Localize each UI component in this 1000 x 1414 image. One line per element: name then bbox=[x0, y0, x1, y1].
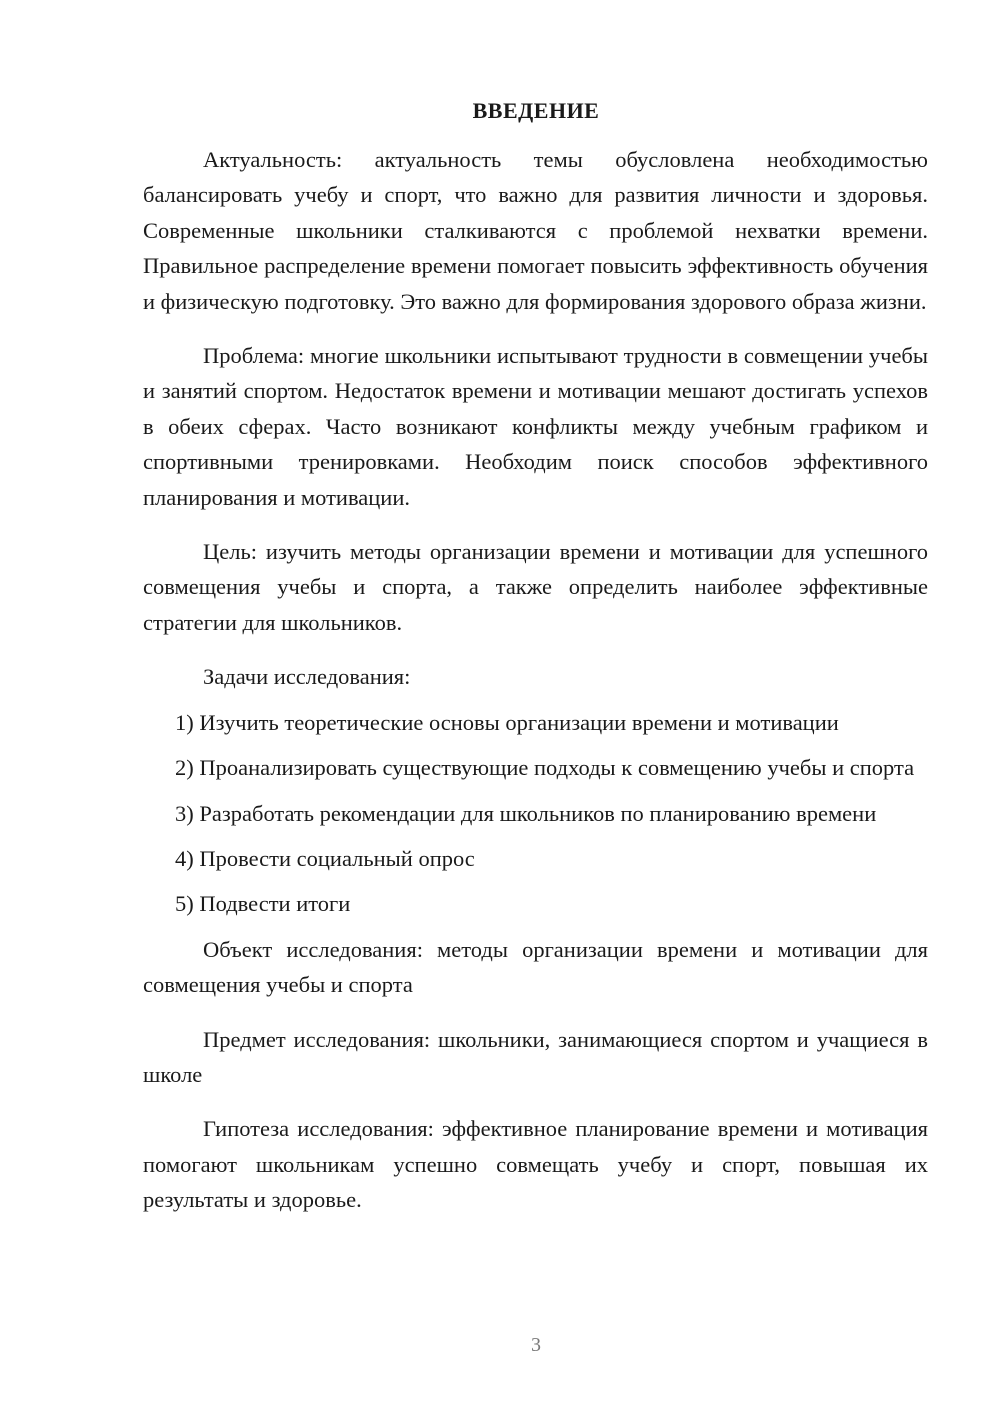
relevance-paragraph: Актуальность: актуальность темы обусловлена необходимостью балансировать учебу и спорт, что важно для развития личности и здоровья. Современные школьники сталкиваются с проблемой нехватки времени. Правильное распределение времени помогает повысить эффективность обучения и физическую подготовку. Это важно для формирования здорового образа жизни. bbox=[143, 147, 928, 314]
object-paragraph: Объект исследования: методы организации времени и мотивации для совмещения учебы и спорта bbox=[143, 936, 928, 998]
hypothesis-paragraph: Гипотеза исследования: эффективное планирование времени и мотивация помогают школьникам успешно совмещать учебу и спорт, повышая их результаты и здоровье. bbox=[143, 1116, 928, 1213]
page-number: 3 bbox=[531, 1334, 541, 1356]
page-title: ВВЕДЕНИЕ bbox=[472, 98, 600, 123]
goal-paragraph: Цель: изучить методы организации времени и мотивации для успешного совмещения учебы и спорта, а также определить наиболее эффективные стратегии для школьников. bbox=[143, 539, 928, 635]
subject-paragraph: Предмет исследования: школьники, занимающиеся спортом и учащиеся в школе bbox=[143, 1026, 928, 1087]
tasks-heading: Задачи исследования: bbox=[203, 664, 411, 690]
task-item-4: 4) Провести социальный опрос bbox=[175, 845, 475, 871]
document-body bbox=[143, 142, 928, 1218]
task-item-2: 2) Проанализировать существующие подходы к совмещению учебы и спорта bbox=[175, 755, 915, 781]
task-item-5: 5) Подвести итоги bbox=[175, 891, 351, 917]
task-item-1: 1) Изучить теоретические основы организации времени и мотивации bbox=[175, 709, 839, 735]
task-item-3: 3) Разработать рекомендации для школьников по планированию времени bbox=[175, 800, 877, 826]
problem-paragraph: Проблема: многие школьники испытывают трудности в совмещении учебы и занятий спортом. Недостаток времени и мотивации мешают достигать успехов в обеих сферах. Часто возникают конфликты между учебным графиком и спортивными тренировками. Необходим поиск способов эффективного планирования и мотивации. bbox=[143, 343, 928, 510]
